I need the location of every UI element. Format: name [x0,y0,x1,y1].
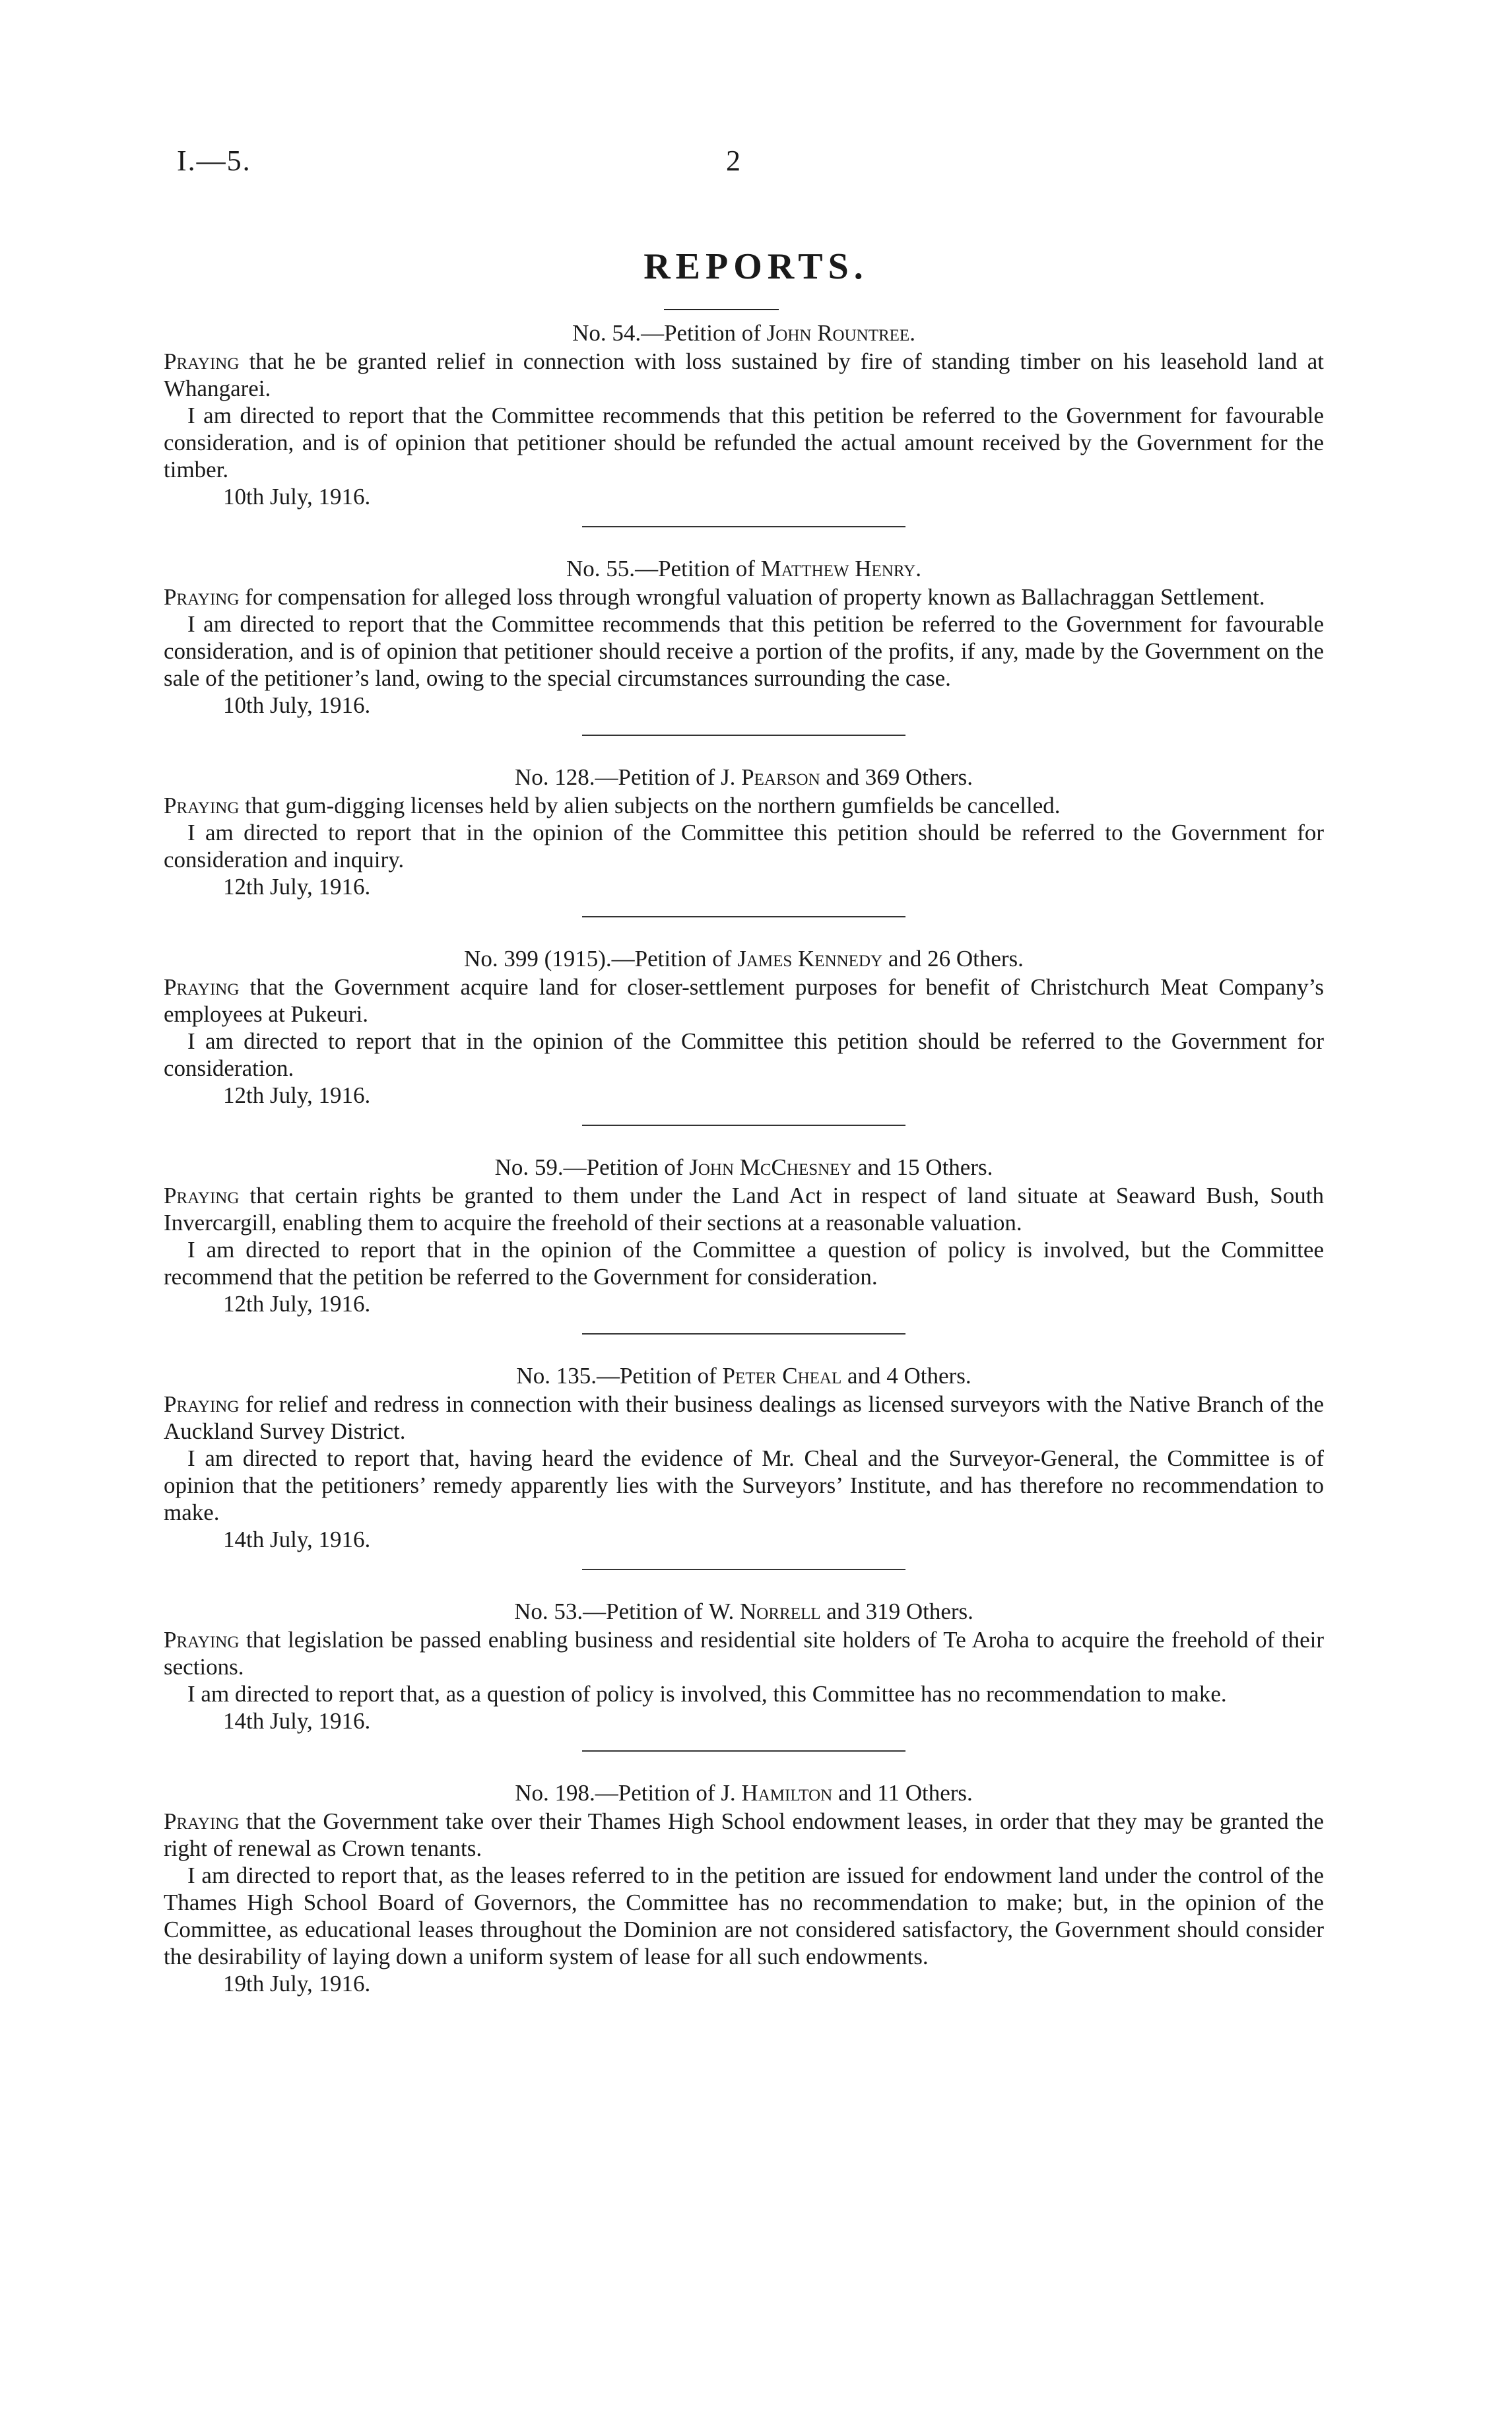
committee-report: I am directed to report that in the opinion of the Committee this petition should be referred to the Government for consideration. [164,1028,1324,1081]
petition-prayer [164,583,1324,610]
petition-number: No. 54. [572,320,641,346]
petition-prayer [164,1808,1324,1862]
petitioner-name: John McChesney [689,1154,852,1180]
petition-entry [164,764,1324,900]
report-date: 10th July, 1916. [223,692,371,718]
report-date: 12th July, 1916. [223,1082,371,1108]
petition-entry [164,1154,1324,1317]
prayer-text: that legislation be passed enabling business and residential site holders of Te Aroha to acquire the freehold of their sections. [164,1627,1325,1680]
petition-prayer [164,1391,1324,1445]
petition-suffix: and 26 Others. [882,946,1024,972]
praying-label: Praying [164,348,240,374]
prayer-text: that gum-digging licenses held by alien subjects on the northern gumfields be cancelled. [245,793,1061,818]
section-divider [582,735,905,736]
petition-number: No. 399 (1915). [464,946,612,972]
petition-of-label: —Petition of [563,1154,690,1180]
petition-heading [164,945,1324,972]
praying-label: Praying [164,974,240,1000]
prayer-text: that the Government take over their Thames High School endowment leases, in order that they may be granted the right of renewal as Crown tenants. [164,1808,1324,1861]
praying-label: Praying [164,1808,240,1834]
page-title: REPORTS. [643,246,869,287]
prayer-text: that the Government acquire land for closer-settlement purposes for benefit of Christchurch Meat Company’s employees at Pukeuri. [164,974,1324,1027]
committee-report: I am directed to report that, as a question of policy is involved, this Committee has no recommendation to make. [187,1681,1227,1707]
petition-suffix: . [915,556,921,581]
petition-heading [164,319,1324,346]
committee-report: I am directed to report that, as the leases referred to in the petition are issued for endowment land under the control of the Thames High School Board of Governors, the Committee has no recommendation to make; but, in the opinion of the Committee, as educational leases throughout the Dominion are not considered satisfactory, the Government should consider the desirability of laying down a uniform system of lease for all such endowments. [164,1863,1324,1969]
report-date: 14th July, 1916. [223,1708,371,1734]
petition-prayer [164,792,1324,819]
petition-prayer [164,1182,1324,1236]
praying-label: Praying [164,1183,240,1208]
petition-number: No. 135. [516,1363,597,1389]
prayer-text: that certain rights be granted to them under the Land Act in respect of land situate at Seaward Bush, South Invercargill, enabling them to acquire the freehold of their sections at a reasonable valuation. [164,1183,1324,1236]
petitioner-name: James Kennedy [737,946,883,972]
petition-suffix: and 15 Others. [851,1154,993,1180]
prayer-text: that he be granted relief in connection with loss sustained by fire of standing timber on his leasehold land at Whangarei. [164,348,1325,401]
section-divider [582,1569,905,1570]
report-date: 12th July, 1916. [223,1291,371,1317]
section-divider [582,1750,905,1752]
petition-number: No. 55. [566,556,636,581]
petition-of-label: —Petition of [611,946,738,972]
report-date: 10th July, 1916. [223,484,371,510]
report-date: 19th July, 1916. [223,1971,371,1996]
petition-suffix: and 369 Others. [820,764,973,790]
petition-entry [164,1598,1324,1734]
petition-number: No. 198. [515,1780,595,1806]
report-date: 14th July, 1916. [223,1527,371,1552]
petitioner-name: J. Pearson [721,764,820,790]
petition-of-label: —Petition of [635,556,761,581]
praying-label: Praying [164,793,240,818]
petition-entry [164,1362,1324,1553]
petition-prayer [164,348,1324,402]
petition-number: No. 128. [514,764,595,790]
committee-report: I am directed to report that in the opinion of the Committee a question of policy is involved, but the Committee recommend that the petition be referred to the Government for consideration. [164,1237,1324,1290]
report-date: 12th July, 1916. [223,874,371,900]
petition-entry [164,945,1324,1109]
prayer-text: for relief and redress in connection with their business dealings as licensed surveyors with the Native Branch of the Auckland Survey District. [164,1391,1324,1444]
petitioner-name: J. Hamilton [721,1780,833,1806]
section-divider [582,1125,905,1126]
petition-number: No. 53. [514,1599,583,1624]
prayer-text: for compensation for alleged loss through wrongful valuation of property known as Ballachraggan Settlement. [245,584,1265,610]
committee-report: I am directed to report that in the opinion of the Committee this petition should be referred to the Government for consideration and inquiry. [164,820,1324,873]
committee-report: I am directed to report that the Committee recommends that this petition be referred to the Government for favourable consideration, and is of opinion that petitioner should receive a portion of the profits, if any, made by the Government on the sale of the petitioner’s land, owing to the special circumstances surrounding the case. [164,611,1324,691]
document-reference: I.—5. [177,145,251,177]
petition-suffix: . [909,320,915,346]
petition-heading [164,1598,1324,1625]
section-divider [582,1333,905,1335]
petition-suffix: and 319 Others. [820,1599,973,1624]
petitioner-name: Matthew Henry [760,556,916,581]
petition-prayer [164,1626,1324,1680]
petition-of-label: —Petition of [595,764,721,790]
page-number: 2 [726,145,740,177]
petition-suffix: and 11 Others. [832,1780,973,1806]
petition-heading [164,1154,1324,1181]
petition-number: No. 59. [494,1154,564,1180]
petition-heading [164,764,1324,791]
petitioner-name: W. Norrell [708,1599,821,1624]
petition-of-label: —Petition of [583,1599,709,1624]
title-underline [664,309,779,310]
petition-entry [164,319,1324,510]
petition-reports [164,319,1324,1997]
praying-label: Praying [164,584,240,610]
petition-heading [164,1779,1324,1806]
section-divider [582,526,905,527]
petition-of-label: —Petition of [596,1363,723,1389]
committee-report: I am directed to report that the Committee recommends that this petition be referred to the Government for favourable consideration, and is of opinion that petitioner should be refunded the actual amount received by the Government for the timber. [164,403,1324,482]
petition-heading [164,555,1324,582]
section-divider [582,916,905,917]
committee-report: I am directed to report that, having heard the evidence of Mr. Cheal and the Surveyor-General, the Committee is of opinion that the petitioners’ remedy apparently lies with the Surveyors’ Institute, and has therefore no recommendation to make. [164,1445,1324,1525]
petition-suffix: and 4 Others. [841,1363,971,1389]
petitioner-name: Peter Cheal [722,1363,842,1389]
praying-label: Praying [164,1391,240,1417]
praying-label: Praying [164,1627,240,1653]
petition-of-label: —Petition of [641,320,767,346]
petition-prayer [164,974,1324,1028]
petition-of-label: —Petition of [595,1780,721,1806]
petition-heading [164,1362,1324,1389]
petitioner-name: John Rountree [766,320,910,346]
petition-entry [164,1779,1324,1997]
petition-entry [164,555,1324,719]
